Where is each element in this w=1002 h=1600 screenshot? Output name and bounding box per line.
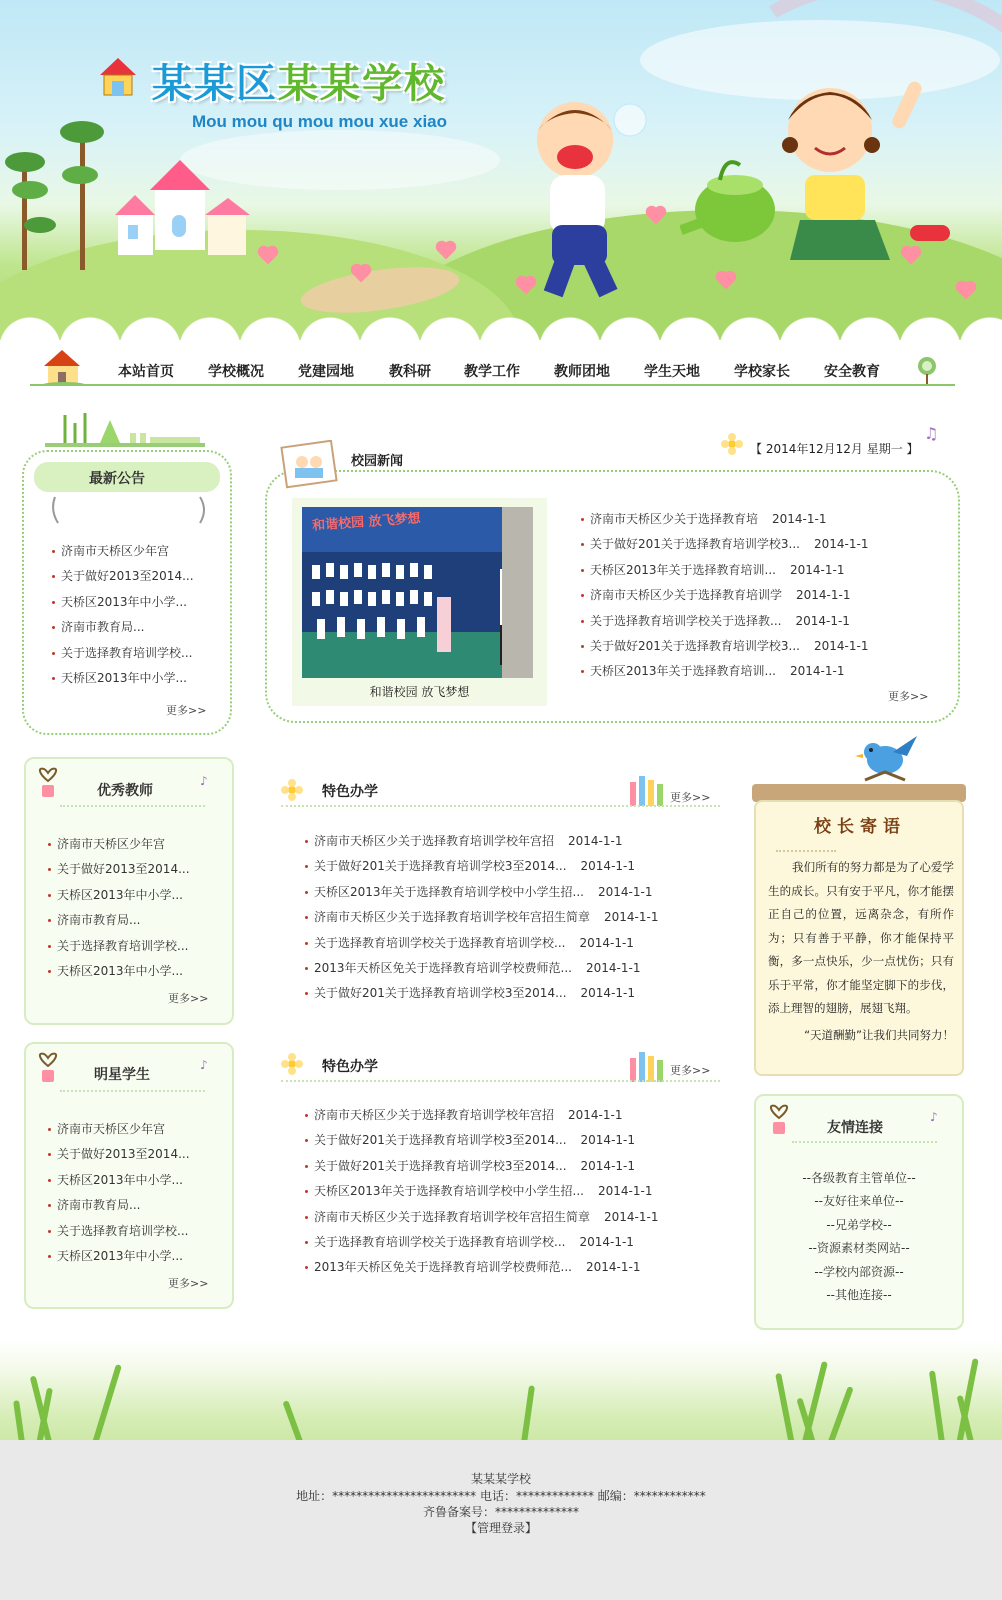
list-item-text: 济南市天桥区少关于选择教育培训学校年宫招 — [314, 834, 555, 848]
bird-icon — [845, 732, 925, 784]
list-item[interactable] — [48, 959, 190, 984]
bullet-icon — [305, 967, 308, 970]
principal-motto: “天道酬勤”让我们共同努力！ — [804, 1028, 954, 1042]
list-item-text: 2013年天桥区免关于选择教育培训学校费师范... — [314, 960, 572, 975]
bullet-icon — [305, 840, 308, 843]
list-item[interactable] — [48, 1219, 190, 1244]
list-item-text: 关于做好201关于选择教育培训学校3至2014... — [314, 1158, 567, 1173]
news-title: 校园新闻 — [351, 454, 404, 469]
list-item-date: 2014-1-1 — [789, 664, 845, 679]
list-item[interactable] — [48, 857, 190, 882]
list-item-date: 2014-1-1 — [795, 613, 850, 628]
list-item-date: 2014-1-1 — [597, 884, 653, 899]
news-photo[interactable] — [302, 507, 533, 678]
nav-item[interactable]: 教科研 — [389, 364, 431, 380]
bullet-icon — [305, 1216, 308, 1219]
list-item-date: 2014-1-1 — [772, 512, 827, 526]
rings-decoration — [50, 495, 210, 525]
list-item[interactable] — [305, 1179, 658, 1204]
list-item-date: 2014-1-1 — [579, 1234, 634, 1249]
list-item-date: 2014-1-1 — [604, 910, 659, 925]
heart-decoration — [438, 243, 455, 260]
feature2-more-link[interactable]: 更多>> — [670, 1064, 711, 1077]
list-item-date: 2014-1-1 — [568, 1108, 623, 1122]
bullet-icon — [48, 1153, 51, 1156]
bullet-icon — [305, 992, 308, 995]
list-item-date: 2014-1-1 — [796, 588, 851, 603]
students-more-link[interactable]: 更多>> — [168, 1277, 209, 1290]
bullet-icon — [581, 670, 584, 673]
list-item[interactable] — [581, 583, 868, 608]
link-item[interactable]: --其他连接-- — [826, 1287, 892, 1302]
bullet-icon — [52, 550, 55, 553]
bullet-icon — [48, 1204, 51, 1207]
list-item[interactable] — [305, 1103, 658, 1128]
nav-underline — [30, 384, 955, 386]
list-item[interactable] — [48, 934, 190, 959]
list-item[interactable] — [48, 883, 190, 908]
lollipop-icon — [912, 356, 942, 386]
list-item-text: 天桥区2013年关于选择教育培训... — [590, 562, 776, 577]
bullet-icon — [48, 894, 51, 897]
grass-decoration — [0, 1340, 1002, 1450]
bullet-icon — [305, 916, 308, 919]
bullet-icon — [48, 843, 51, 846]
list-item-text: 济南市天桥区少关于选择教育培训学校年宫招 — [314, 1108, 555, 1122]
bullet-icon — [305, 1266, 308, 1269]
list-item[interactable] — [305, 931, 658, 956]
students-list — [48, 1117, 190, 1269]
list-item-text: 关于做好2013至2014... — [57, 1147, 190, 1162]
list-item[interactable] — [52, 666, 194, 691]
list-item-text: 关于选择教育培训学校... — [61, 645, 193, 660]
list-item[interactable] — [52, 641, 194, 666]
list-item[interactable] — [48, 1142, 190, 1167]
feature2-list — [305, 1103, 658, 1281]
divider — [281, 1080, 720, 1082]
nav-house-icon — [40, 346, 88, 386]
bullet-icon — [581, 543, 584, 546]
grass-blade — [775, 1373, 796, 1451]
list-item[interactable] — [305, 1128, 658, 1153]
grass-blade — [929, 1370, 946, 1450]
list-item-text: 天桥区2013年中小学... — [61, 670, 187, 685]
link-item[interactable]: --友好往来单位-- — [814, 1194, 904, 1209]
bullet-icon — [305, 1190, 308, 1193]
nav-item[interactable]: 学校家长 — [734, 364, 790, 380]
nav-item[interactable]: 安全教育 — [824, 364, 880, 380]
links-list — [754, 1167, 964, 1307]
list-item-date: 2014-1-1 — [568, 834, 623, 848]
photo-banner-text: 和谐校园 放飞梦想 — [311, 511, 422, 534]
list-item-text: 济南市教育局... — [57, 1198, 141, 1213]
list-item-text: 济南市天桥区少年宫 — [61, 544, 170, 558]
school-title: 某某区某某学校 — [152, 61, 446, 107]
feature1-title: 特色办学 — [322, 784, 378, 800]
list-item-date: 2014-1-1 — [585, 960, 641, 975]
bullet-icon — [52, 677, 55, 680]
bullet-icon — [48, 1128, 51, 1131]
bullet-icon — [48, 970, 51, 973]
castle-illustration — [110, 160, 250, 260]
list-item[interactable] — [305, 1230, 658, 1255]
bullet-icon — [305, 891, 308, 894]
bullet-icon — [305, 1241, 308, 1244]
list-item[interactable] — [581, 507, 868, 532]
school-subtitle: Mou mou qu mou mou xue xiao — [192, 112, 447, 131]
list-item-text: 关于选择教育培训学校关于选择教育培训学校... — [314, 1234, 566, 1249]
bullet-icon — [48, 868, 51, 871]
list-item[interactable] — [52, 615, 194, 640]
nav-item[interactable]: 学校概况 — [208, 364, 264, 380]
trees-illustration — [0, 120, 110, 270]
bullet-icon — [48, 1230, 51, 1233]
heart-pot-icon — [34, 1052, 62, 1084]
list-item[interactable] — [48, 832, 190, 857]
list-item-date: 2014-1-1 — [789, 562, 845, 577]
list-item-date: 2014-1-1 — [813, 537, 869, 552]
list-item[interactable] — [581, 532, 868, 557]
divider — [792, 1141, 937, 1143]
photo-frame-icon — [280, 440, 342, 490]
bullet-icon — [305, 1114, 308, 1117]
teachers-more-link[interactable]: 更多>> — [168, 992, 209, 1005]
list-item-date: 2014-1-1 — [580, 1133, 635, 1148]
list-item-text: 关于做好201关于选择教育培训学校3... — [590, 638, 800, 653]
heart-pot-icon — [34, 767, 62, 799]
list-item[interactable] — [48, 908, 190, 933]
list-item[interactable] — [48, 1244, 190, 1269]
list-item-text: 天桥区2013年中小学... — [57, 1172, 183, 1187]
list-item-text: 天桥区2013年中小学... — [57, 887, 183, 902]
list-item[interactable] — [305, 880, 658, 905]
music-note-icon: ♪ — [930, 1110, 938, 1124]
nav-item[interactable]: 教师团地 — [554, 364, 610, 380]
list-item-text: 天桥区2013年中小学... — [57, 1248, 183, 1263]
list-item-text: 济南市天桥区少关于选择教育培训学校年宫招生简章 — [314, 910, 591, 925]
list-item-date: 2014-1-1 — [580, 859, 635, 874]
list-item-date: 2014-1-1 — [604, 1209, 659, 1224]
list-item[interactable] — [581, 659, 868, 684]
heart-pot-icon — [765, 1104, 793, 1136]
students-title: 明星学生 — [94, 1067, 150, 1083]
announcement-more-link[interactable]: 更多>> — [166, 704, 207, 717]
bullet-icon — [581, 645, 584, 648]
list-item-text: 天桥区2013年中小学... — [57, 963, 183, 978]
bullet-icon — [52, 626, 55, 629]
bullet-icon — [52, 575, 55, 578]
feature1-list — [305, 829, 658, 1007]
list-item-text: 济南市天桥区少年宫 — [57, 1122, 166, 1136]
list-item[interactable] — [581, 609, 868, 634]
header-scallop-edge — [0, 308, 1002, 340]
list-item[interactable] — [305, 1255, 658, 1280]
list-item-text: 济南市天桥区少关于选择教育培训学校年宫招生简章 — [314, 1209, 591, 1224]
pencils-icon — [628, 1048, 664, 1082]
list-item-text: 关于做好201关于选择教育培训学校3至2014... — [314, 859, 567, 874]
list-item-text: 2013年天桥区免关于选择教育培训学校费师范... — [314, 1260, 572, 1275]
logo-house-icon — [98, 55, 138, 99]
bullet-icon — [48, 1255, 51, 1258]
list-item-text: 济南市教育局... — [57, 913, 141, 928]
list-item-date: 2014-1-1 — [579, 935, 634, 950]
news-list — [581, 507, 868, 685]
list-item-text: 关于做好201关于选择教育培训学校3至2014... — [314, 1133, 567, 1148]
list-item[interactable] — [52, 590, 194, 615]
header-banner — [0, 0, 1002, 340]
list-item-text: 关于选择教育培训学校关于选择教育培训学校... — [314, 935, 566, 950]
footer-icp: 齐鲁备案号：************** — [422, 1505, 579, 1519]
girl-illustration — [760, 60, 960, 310]
list-item-date: 2014-1-1 — [580, 986, 635, 1001]
list-item-text: 关于选择教育培训学校... — [57, 1223, 189, 1238]
list-item-text: 天桥区2013年关于选择教育培训学校中小学生招... — [314, 1184, 584, 1199]
principal-title: 校长寄语 — [814, 817, 906, 837]
nav-item[interactable]: 党建园地 — [298, 364, 354, 380]
divider — [60, 1090, 205, 1092]
divider — [776, 850, 836, 852]
list-item[interactable] — [52, 539, 194, 564]
bullet-icon — [581, 518, 584, 521]
list-item-text: 天桥区2013年关于选择教育培训学校中小学生招... — [314, 884, 584, 899]
teachers-list — [48, 832, 190, 984]
current-date: 【 2014年12月12月 星期一 】 — [750, 442, 919, 456]
list-item[interactable] — [48, 1168, 190, 1193]
footer-school-name: 某某某学校 — [470, 1472, 531, 1486]
list-item-text: 关于做好2013至2014... — [57, 862, 190, 877]
list-item-text: 关于做好2013至2014... — [61, 569, 194, 584]
list-item[interactable] — [581, 634, 868, 659]
list-item[interactable] — [305, 1205, 658, 1230]
list-item[interactable] — [305, 905, 658, 930]
bullet-icon — [48, 919, 51, 922]
list-item[interactable] — [305, 981, 658, 1006]
announcement-title: 最新公告 — [89, 471, 145, 487]
link-item[interactable]: --资源素材类网站-- — [808, 1241, 910, 1256]
bullet-icon — [48, 945, 51, 948]
divider — [60, 805, 205, 807]
grass-blade — [90, 1364, 122, 1451]
list-item[interactable] — [305, 956, 658, 981]
principal-message: 我们所有的努力都是为了心爱学生的成长。只有安于平凡，你才能摆正自己的位置，远离杂念，有所作为；只有善于平静，你才能保持平衡，多一点快乐，少一点忧伤；只有乐于平常，你才能坚定脚下的步伐，添上理智的翅膀，展翅飞翔。 — [768, 860, 954, 1015]
list-item-text: 关于做好201关于选择教育培训学校3... — [590, 537, 800, 552]
list-item-text: 济南市天桥区少关于选择教育培训学 — [590, 588, 783, 603]
flower-icon — [280, 778, 304, 802]
bullet-icon — [305, 865, 308, 868]
news-more-link[interactable]: 更多>> — [888, 690, 929, 703]
music-note-icon: ♪ — [200, 1058, 208, 1072]
bullet-icon — [581, 620, 584, 623]
list-item-date: 2014-1-1 — [585, 1260, 641, 1275]
news-photo-caption: 和谐校园 放飞梦想 — [369, 685, 470, 699]
bullet-icon — [305, 1165, 308, 1168]
list-item[interactable] — [48, 1193, 190, 1218]
bullet-icon — [305, 1139, 308, 1142]
list-item-date: 2014-1-1 — [580, 1158, 635, 1173]
teachers-title: 优秀教师 — [97, 783, 153, 799]
list-item-date: 2014-1-1 — [813, 638, 869, 653]
list-item[interactable] — [581, 558, 868, 583]
feature2-title: 特色办学 — [322, 1059, 378, 1075]
list-item[interactable] — [305, 829, 658, 854]
footer-contact: 地址：************************ 电话：************* 邮编：************ — [296, 1489, 706, 1503]
list-item-date: 2014-1-1 — [597, 1184, 653, 1199]
feature1-more-link[interactable]: 更多>> — [670, 791, 711, 804]
list-item[interactable] — [305, 1154, 658, 1179]
link-item[interactable]: --学校内部资源-- — [814, 1264, 904, 1279]
nav-item[interactable]: 本站首页 — [118, 364, 174, 380]
list-item-text: 关于选择教育培训学校... — [57, 938, 189, 953]
music-note-icon: ♫ — [924, 424, 939, 443]
announcement-list — [52, 539, 194, 691]
bullet-icon — [581, 569, 584, 572]
pencils-icon — [628, 772, 664, 806]
link-item[interactable]: --各级教育主管单位-- — [802, 1171, 916, 1185]
music-note-icon: ♪ — [200, 774, 208, 788]
admin-login-link[interactable]: 【管理登录】 — [464, 1521, 537, 1535]
nav-item[interactable]: 教学工作 — [464, 364, 520, 380]
list-item-text: 济南市教育局... — [61, 620, 145, 635]
list-item-text: 关于选择教育培训学校关于选择教... — [590, 613, 782, 628]
list-item[interactable] — [48, 1117, 190, 1142]
bullet-icon — [581, 594, 584, 597]
nav-item[interactable]: 学生天地 — [644, 364, 700, 380]
list-item[interactable] — [52, 564, 194, 589]
flower-icon — [720, 432, 744, 456]
list-item-text: 天桥区2013年中小学... — [61, 594, 187, 609]
list-item[interactable] — [305, 854, 658, 879]
list-item-text: 济南市天桥区少年宫 — [57, 837, 166, 851]
link-item[interactable]: --兄弟学校-- — [826, 1217, 892, 1232]
bullet-icon — [305, 942, 308, 945]
list-item-text: 关于做好201关于选择教育培训学校3至2014... — [314, 986, 567, 1001]
bullet-icon — [52, 652, 55, 655]
fence-decoration — [45, 405, 205, 450]
flower-icon — [280, 1052, 304, 1076]
bullet-icon — [52, 601, 55, 604]
boy-illustration — [490, 95, 660, 305]
list-item-text: 济南市天桥区少关于选择教育培 — [590, 512, 759, 526]
bullet-icon — [48, 1179, 51, 1182]
list-item-text: 天桥区2013年关于选择教育培训... — [590, 664, 776, 679]
links-title: 友情连接 — [827, 1120, 883, 1136]
divider — [281, 805, 720, 807]
